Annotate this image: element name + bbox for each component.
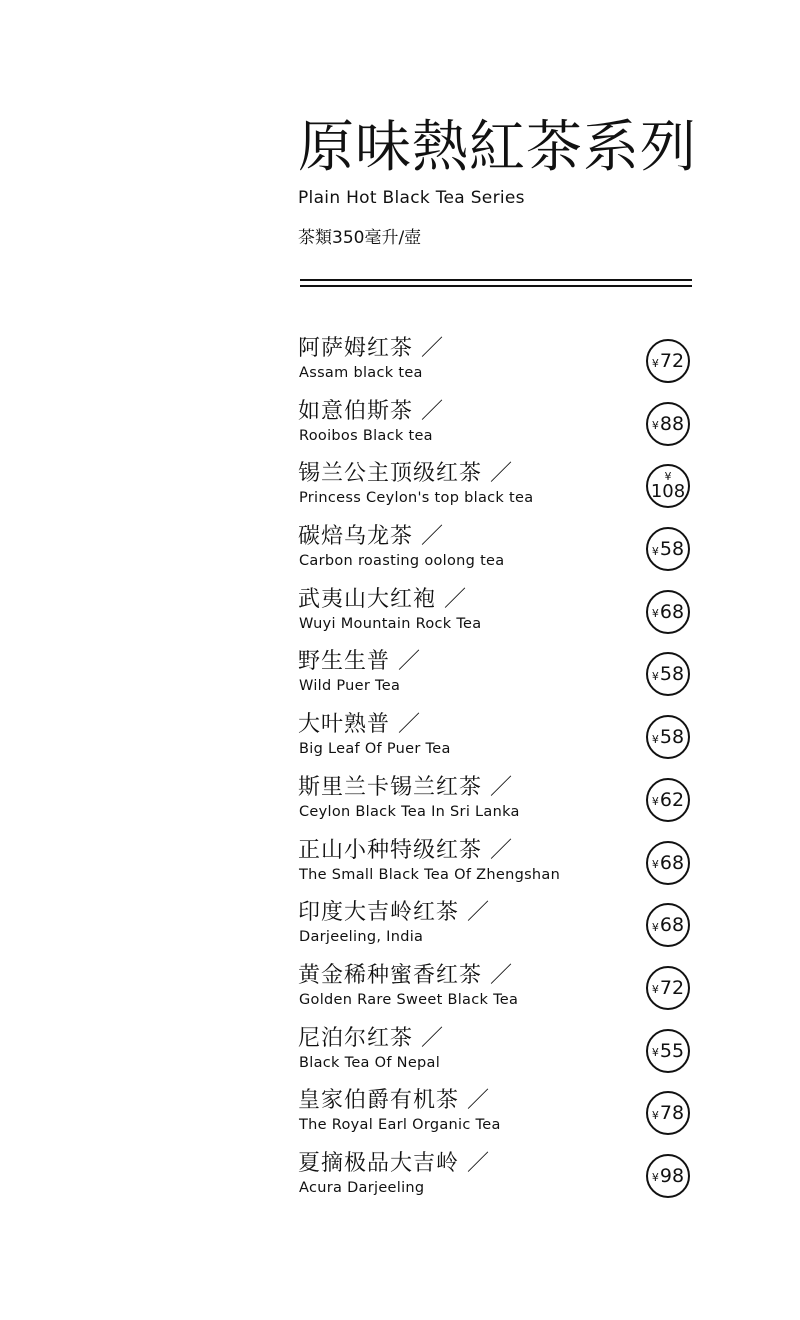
price-badge — [646, 339, 690, 383]
currency-symbol: ¥ — [664, 470, 672, 484]
price-amount: 58 — [659, 726, 685, 749]
menu-item — [298, 645, 698, 708]
currency-symbol: ¥ — [651, 544, 659, 558]
menu-item — [298, 1147, 698, 1210]
item-english-name: Princess Ceylon's top black tea — [299, 490, 534, 507]
item-english-name: Acura Darjeeling — [299, 1179, 425, 1196]
menu-item — [298, 457, 698, 520]
item-english-name: Assam black tea — [299, 365, 423, 381]
item-english-name: Big Leaf Of Puer Tea — [299, 741, 451, 758]
menu-item — [298, 520, 698, 583]
price-amount: 98 — [659, 1164, 685, 1187]
item-english-name: The Small Black Tea Of Zhengshan — [299, 866, 561, 883]
menu-item — [298, 1022, 698, 1085]
price-amount: 68 — [659, 851, 685, 874]
price-badge — [646, 715, 690, 759]
price-badge — [646, 527, 690, 571]
currency-symbol: ¥ — [651, 1108, 659, 1122]
item-english-name: Carbon roasting oolong tea — [299, 553, 505, 570]
item-chinese-name: 正山小种特级红茶 ／ — [298, 837, 513, 863]
menu-subtitle: Plain Hot Black Tea Series — [298, 188, 525, 208]
price-amount: 88 — [659, 412, 685, 435]
item-english-name: Wuyi Mountain Rock Tea — [299, 615, 482, 632]
menu-item — [298, 896, 698, 959]
volume-note: 茶類350毫升/壺 — [298, 228, 422, 248]
price-badge — [646, 1154, 690, 1198]
price-badge — [646, 778, 690, 822]
menu-item — [298, 959, 698, 1022]
divider-line-top — [300, 279, 692, 281]
currency-symbol: ¥ — [651, 920, 659, 934]
price-amount: 108 — [650, 481, 686, 503]
item-chinese-name: 尼泊尔红茶 ／ — [298, 1025, 444, 1051]
item-english-name: Golden Rare Sweet Black Tea — [299, 991, 519, 1008]
price-badge — [646, 1029, 690, 1073]
currency-symbol: ¥ — [651, 669, 659, 683]
price-badge — [646, 966, 690, 1010]
menu-item — [298, 771, 698, 834]
price-badge — [646, 1091, 690, 1135]
menu-item — [298, 395, 698, 458]
menu-item — [298, 583, 698, 646]
price-amount: 68 — [659, 600, 685, 623]
price-amount: 68 — [659, 914, 685, 937]
item-english-name: Ceylon Black Tea In Sri Lanka — [299, 803, 520, 820]
price-badge — [646, 652, 690, 696]
item-chinese-name: 夏摘极品大吉岭 ／ — [298, 1150, 490, 1176]
currency-symbol: ¥ — [651, 858, 659, 871]
menu-item — [298, 708, 698, 771]
price-amount: 55 — [659, 1039, 685, 1062]
item-chinese-name: 黄金稀种蜜香红茶 ／ — [298, 962, 513, 988]
menu-item — [298, 332, 698, 395]
item-english-name: Black Tea Of Nepal — [299, 1054, 441, 1071]
price-badge — [646, 464, 690, 508]
item-chinese-name: 武夷山大红袍 ／ — [298, 586, 467, 612]
price-amount: 58 — [659, 663, 685, 686]
currency-symbol: ¥ — [651, 983, 659, 997]
item-english-name: Wild Puer Tea — [299, 678, 401, 695]
divider-line-bottom — [300, 285, 692, 287]
currency-symbol: ¥ — [651, 356, 659, 370]
item-chinese-name: 碳焙乌龙茶 ／ — [298, 524, 444, 550]
menu-item — [298, 834, 698, 897]
item-chinese-name: 斯里兰卡锡兰红茶 ／ — [298, 774, 513, 800]
menu-header — [298, 112, 698, 248]
price-amount: 62 — [659, 788, 685, 811]
menu-item — [298, 1084, 698, 1147]
price-amount: 72 — [659, 350, 685, 372]
currency-symbol: ¥ — [651, 419, 659, 433]
tea-menu-list — [298, 332, 698, 1210]
price-amount: 78 — [659, 1102, 685, 1125]
item-chinese-name: 大叶熟普 ／ — [298, 712, 421, 738]
currency-symbol: ¥ — [651, 607, 659, 621]
currency-symbol: ¥ — [651, 795, 659, 809]
price-amount: 72 — [659, 976, 685, 999]
price-badge — [646, 402, 690, 446]
item-chinese-name: 野生生普 ／ — [298, 649, 421, 675]
item-english-name: Darjeeling, India — [299, 929, 424, 946]
item-chinese-name: 皇家伯爵有机茶 ／ — [298, 1088, 490, 1114]
currency-symbol: ¥ — [651, 732, 659, 746]
price-badge — [646, 590, 690, 634]
price-badge — [646, 841, 690, 885]
price-amount: 58 — [659, 538, 685, 561]
currency-symbol: ¥ — [651, 1046, 659, 1060]
item-english-name: The Royal Earl Organic Tea — [299, 1117, 501, 1134]
price-badge — [646, 903, 690, 947]
menu-title: 原味熱紅茶系列 — [298, 115, 697, 180]
item-chinese-name: 阿萨姆红茶 ／ — [298, 336, 444, 361]
item-chinese-name: 如意伯斯茶 ／ — [298, 398, 444, 424]
item-english-name: Rooibos Black tea — [299, 427, 433, 444]
item-chinese-name: 锡兰公主顶级红茶 ／ — [298, 461, 513, 487]
currency-symbol: ¥ — [651, 1171, 659, 1185]
item-chinese-name: 印度大吉岭红茶 ／ — [298, 900, 490, 926]
